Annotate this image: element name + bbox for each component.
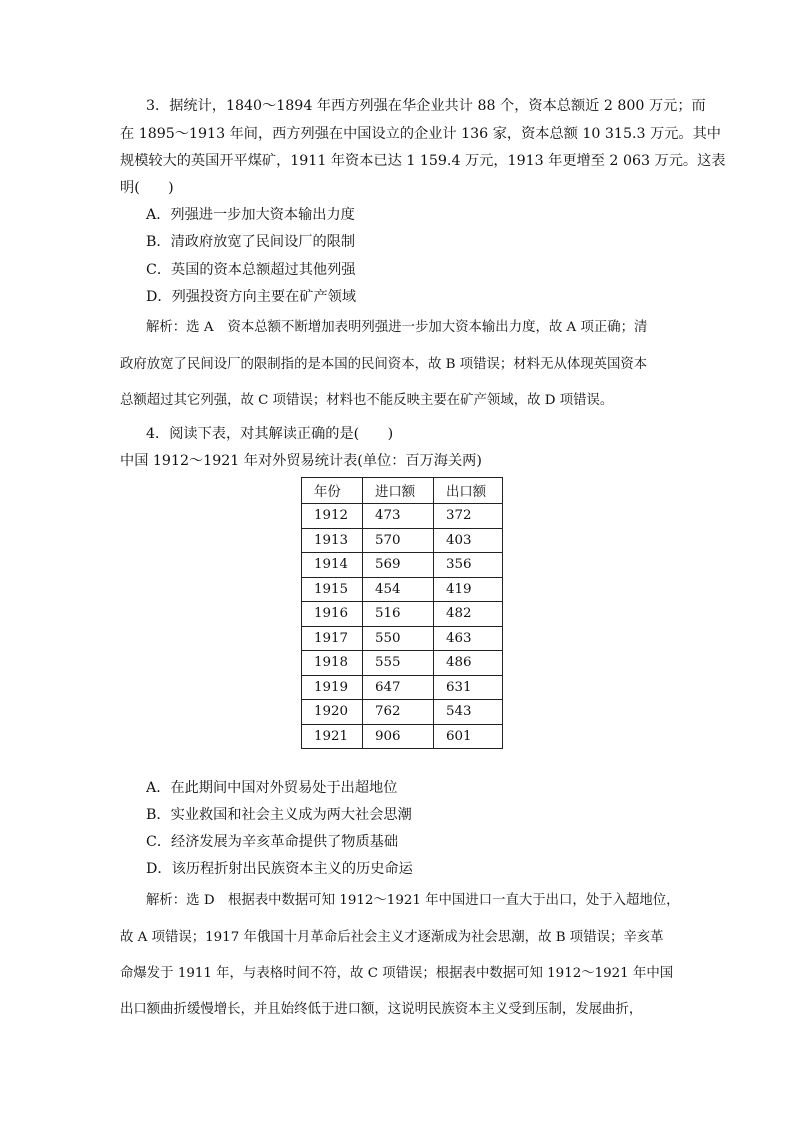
cell-import: 550 [363,626,434,651]
cell-export: 631 [434,675,503,700]
q4-analysis-line-3: 命爆发于 1911 年，与表格时间不符，故 C 项错误；根据表中数据可知 1912～1921 年中国 [120,966,674,981]
cell-year: 1913 [302,528,363,553]
cell-year: 1912 [302,504,363,529]
table-row [302,651,503,676]
cell-year: 1916 [302,602,363,627]
q3-option-c: C．英国的资本总额超过其他列强 [146,262,356,278]
cell-import: 569 [363,553,434,578]
q3-stem-line-3: 规模较大的英国开平煤矿，1911 年资本已达 1 159.4 万元，1913 年更增至 2 063 万元。这表 [120,153,726,169]
q3-analysis-line-3: 总额超过其它列强，故 C 项错误；材料也不能反映主要在矿产领域，故 D 项错误。 [120,393,614,408]
cell-export: 486 [434,651,503,676]
q3-analysis-line-1 [146,318,647,338]
table-row [302,724,503,749]
cell-import: 906 [363,724,434,749]
header-export: 出口额 [434,478,503,504]
cell-export: 419 [434,577,503,602]
cell-year: 1914 [302,553,363,578]
cell-import: 555 [363,651,434,676]
q3-stem-line-2: 在 1895～1913 年间，西方列强在中国设立的企业计 136 家，资本总额 10 315.3 万元。其中 [120,126,721,142]
cell-year: 1918 [302,651,363,676]
header-year: 年份 [302,478,363,504]
q4-analysis-line-4: 出口额曲折缓慢增长，并且始终低于进口额，这说明民族资本主义受到压制，发展曲折， [120,1002,643,1017]
table-row [302,553,503,578]
q4-analysis-line-2: 故 A 项错误；1917 年俄国十月革命后社会主义才逐渐成为社会思潮，故 B 项错误；辛亥革 [120,930,664,945]
q4-option-c: C．经济发展为辛亥革命提供了物质基础 [146,834,399,850]
cell-year: 1917 [302,626,363,651]
cell-year: 1915 [302,577,363,602]
q4-analysis-line-1: 解析：选 D 根据表中数据可知 1912～1921 年中国进口一直大于出口，处于入超地位， [146,893,680,908]
header-import: 进口额 [363,478,434,504]
cell-import: 454 [363,577,434,602]
q3-analysis-text: 资本总额不断增加表明列强进一步加大资本输出力度，故 A 项正确；清 [227,320,648,335]
cell-export: 463 [434,626,503,651]
cell-export: 372 [434,504,503,529]
table-row [302,504,503,529]
table-row [302,700,503,725]
table-header-row [302,478,503,504]
cell-export: 482 [434,602,503,627]
table-row [302,577,503,602]
q4-option-d: D．该历程折射出民族资本主义的历史命运 [146,861,413,877]
q3-analysis-label: 解析：选 A [146,320,214,335]
cell-import: 647 [363,675,434,700]
cell-import: 570 [363,528,434,553]
cell-export: 601 [434,724,503,749]
q3-stem-line-1: 3．据统计，1840～1894 年西方列强在华企业共计 88 个，资本总额近 2 800 万元；而 [146,98,706,114]
table-row [302,528,503,553]
q3-analysis-line-2: 政府放宽了民间设厂的限制指的是本国的民间资本，故 B 项错误；材料无从体现英国资本 [120,357,648,372]
table-row [302,602,503,627]
cell-year: 1919 [302,675,363,700]
q3-option-d: D．列强投资方向主要在矿产领域 [146,289,357,305]
cell-year: 1920 [302,700,363,725]
cell-year: 1921 [302,724,363,749]
trade-statistics-table [301,477,503,749]
cell-export: 543 [434,700,503,725]
table-row [302,626,503,651]
cell-import: 762 [363,700,434,725]
q3-option-a: A．列强进一步加大资本输出力度 [146,207,355,223]
q4-table-title: 中国 1912～1921 年对外贸易统计表(单位：百万海关两) [120,453,482,469]
cell-import: 473 [363,504,434,529]
q4-stem: 4．阅读下表，对其解读正确的是( ) [146,426,394,442]
cell-import: 516 [363,602,434,627]
q3-stem-line-4: 明( ) [120,180,174,196]
q4-option-a: A．在此期间中国对外贸易处于出超地位 [146,780,398,796]
cell-export: 356 [434,553,503,578]
q3-option-b: B．清政府放宽了民间设厂的限制 [146,234,356,250]
cell-export: 403 [434,528,503,553]
q4-option-b: B．实业救国和社会主义成为两大社会思潮 [146,807,412,823]
table-row [302,675,503,700]
